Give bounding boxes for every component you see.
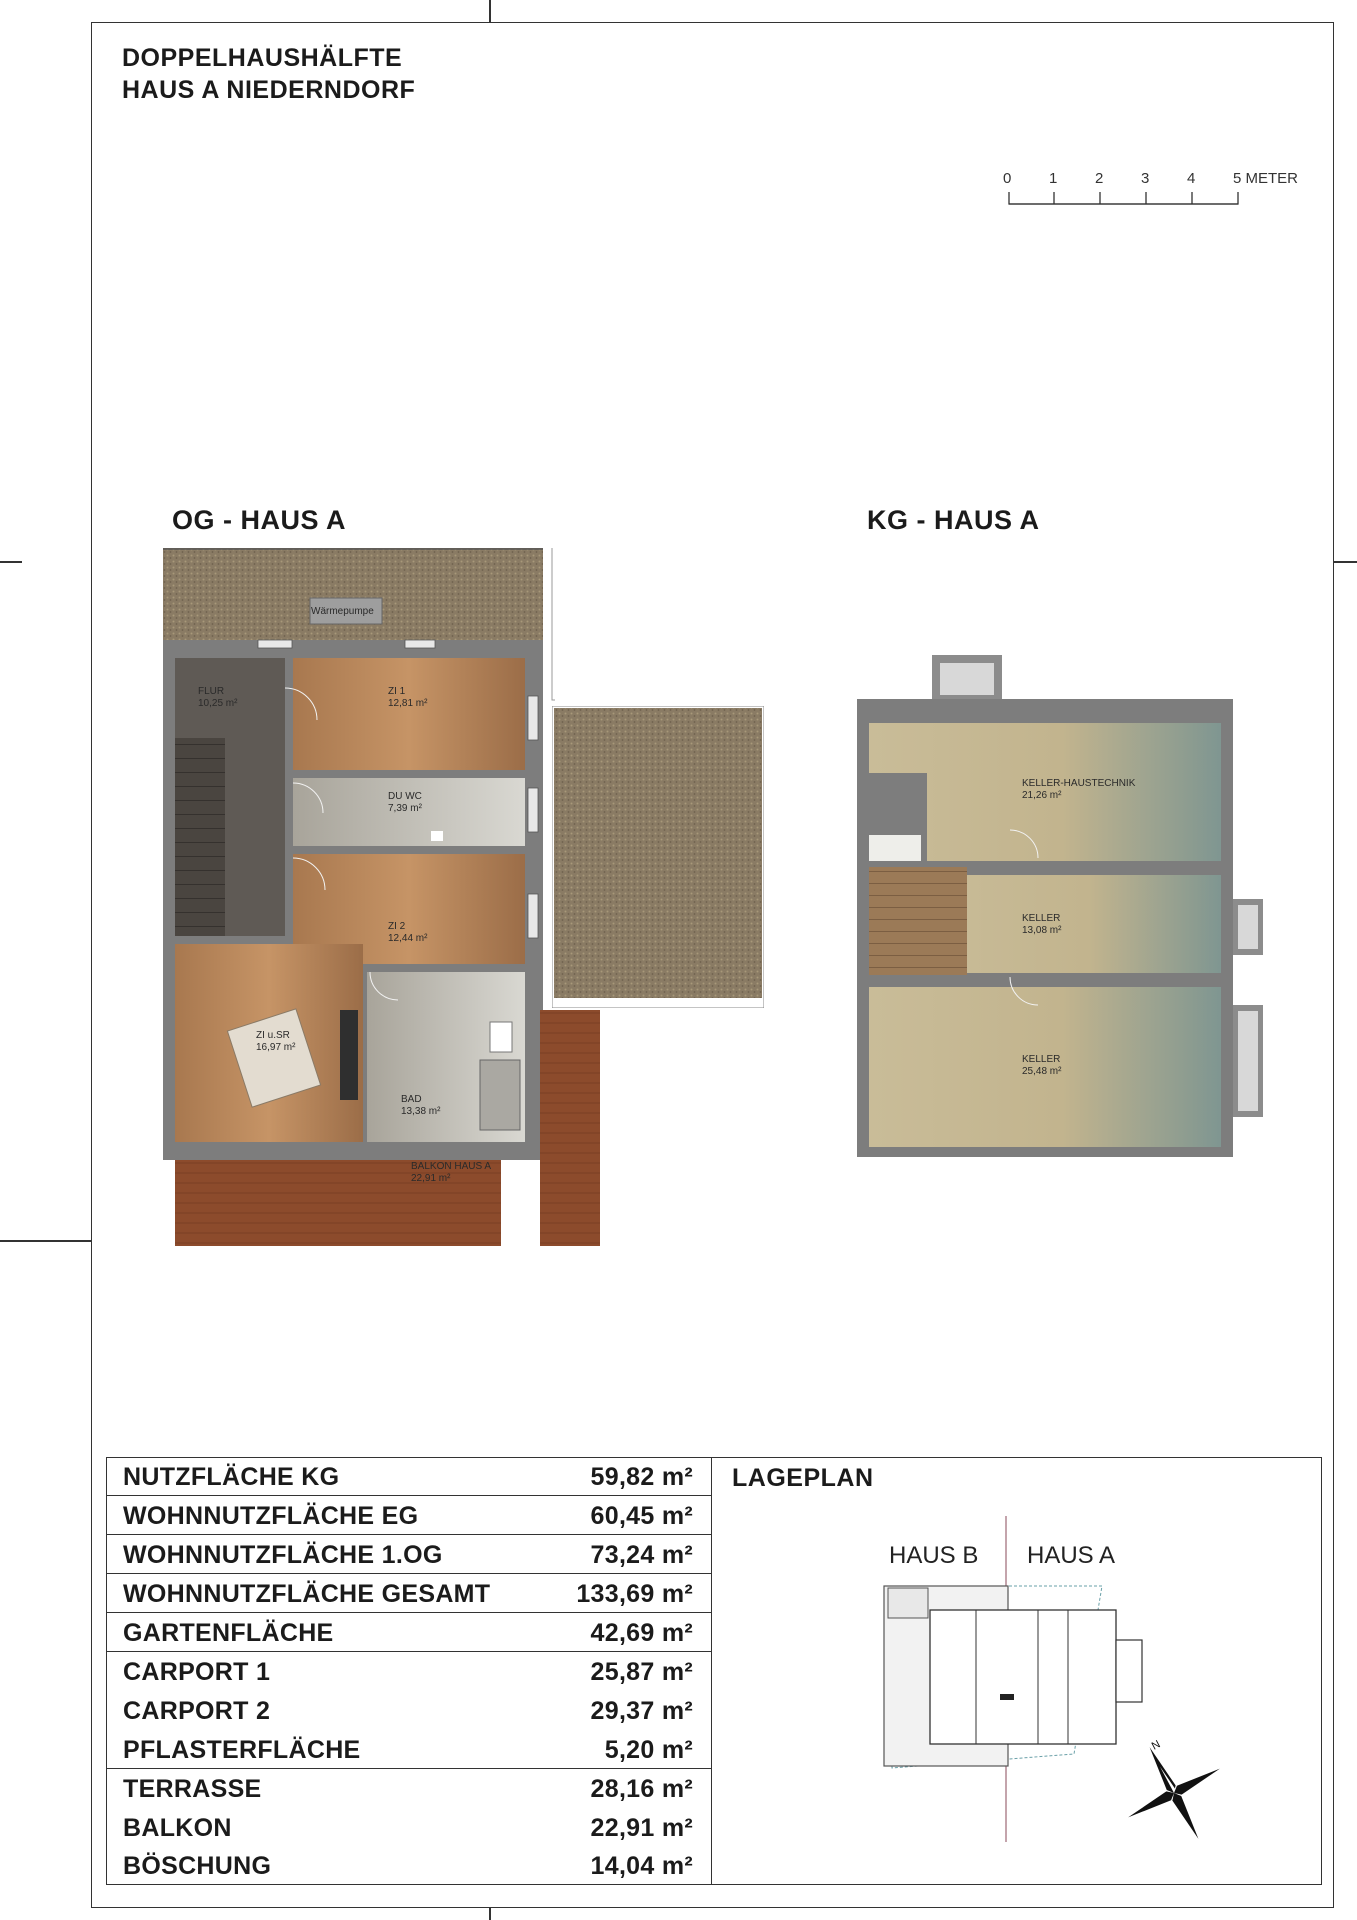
bath-toilet	[490, 1022, 512, 1052]
kg-room-label-haustechnik	[1022, 778, 1135, 802]
room-area: 25,48 m²	[1022, 1066, 1062, 1077]
og-room-label-zi1	[388, 686, 427, 710]
table-row	[107, 1847, 711, 1885]
frame-tick-left	[0, 561, 22, 563]
area-label: TERRASSE	[123, 1775, 262, 1803]
area-value: 5,20 m²	[604, 1736, 693, 1764]
area-label: NUTZFLÄCHE KG	[123, 1463, 340, 1491]
staircase	[175, 738, 225, 936]
room-name: ZI 1	[388, 686, 406, 697]
area-value: 133,69 m²	[576, 1580, 693, 1608]
room-name: ZI u.SR	[256, 1030, 290, 1041]
table-row	[107, 1653, 711, 1691]
site-plan-haus-a-label: HAUS A	[1027, 1542, 1116, 1569]
room-name: KELLER	[1022, 913, 1061, 924]
kg-plan-title: KG - HAUS A	[867, 505, 1040, 535]
kg-staircase	[869, 867, 967, 975]
room-area: 10,25 m²	[198, 698, 238, 709]
scale-label-2: 2	[1095, 170, 1104, 187]
roof-gravel-strip	[163, 548, 543, 640]
og-floor-plan	[160, 548, 610, 1248]
area-value: 28,16 m²	[590, 1775, 693, 1803]
og-room-label-du-wc	[388, 791, 422, 815]
area-value: 60,45 m²	[590, 1502, 693, 1530]
table-row	[107, 1692, 711, 1730]
room-name: ZI 2	[388, 921, 406, 932]
scale-label-5: 5 METER	[1233, 170, 1299, 187]
og-room-label-flur	[198, 686, 237, 710]
area-label: BÖSCHUNG	[123, 1852, 272, 1880]
table-row	[107, 1497, 711, 1535]
heat-pump-label: Wärmepumpe	[311, 606, 374, 617]
table-row	[107, 1731, 711, 1769]
room-area: 13,08 m²	[1022, 925, 1062, 936]
balcony-side	[540, 1010, 600, 1246]
scale-label-4: 4	[1187, 170, 1196, 187]
room-name: KELLER	[1022, 1054, 1061, 1065]
scale-label-1: 1	[1049, 170, 1058, 187]
table-row	[107, 1536, 711, 1574]
site-plan-haus-b-label: HAUS B	[889, 1542, 979, 1569]
area-label: BALKON	[123, 1814, 232, 1842]
area-label: GARTENFLÄCHE	[123, 1619, 334, 1647]
area-value: 42,69 m²	[590, 1619, 693, 1647]
room-name: FLUR	[198, 686, 225, 697]
area-value: 25,87 m²	[590, 1658, 693, 1686]
kg-room-label-keller-2	[1022, 913, 1061, 937]
room-name: KELLER-HAUSTECHNIK	[1022, 778, 1136, 789]
room-area: 13,38 m²	[401, 1106, 441, 1117]
area-label: WOHNNUTZFLÄCHE GESAMT	[123, 1580, 491, 1608]
og-plan-title: OG - HAUS A	[172, 505, 346, 535]
room-zi1	[293, 658, 525, 770]
frame-tick-left-2	[0, 1240, 91, 1242]
og-room-label-balkon	[411, 1161, 491, 1185]
room-name: BAD	[401, 1094, 422, 1105]
north-label: N	[1149, 1738, 1163, 1753]
room-area: 12,44 m²	[388, 933, 428, 944]
wardrobe	[340, 1010, 358, 1100]
area-label: PFLASTERFLÄCHE	[123, 1736, 361, 1764]
frame-tick-top	[489, 0, 491, 22]
room-keller-2	[927, 875, 1221, 973]
area-value: 29,37 m²	[590, 1697, 693, 1725]
area-table	[106, 1457, 712, 1885]
kg-floor-plan	[856, 655, 1276, 1165]
area-label: WOHNNUTZFLÄCHE EG	[123, 1502, 419, 1530]
room-area: 21,26 m²	[1022, 790, 1062, 801]
toilet	[431, 831, 443, 841]
scale-label-3: 3	[1141, 170, 1150, 187]
kg-room-label-keller-3	[1022, 1054, 1061, 1078]
north-arrow-icon	[1104, 1723, 1245, 1864]
room-area: 22,91 m²	[411, 1173, 451, 1184]
area-value: 22,91 m²	[590, 1814, 693, 1842]
frame-tick-bottom	[489, 1908, 491, 1920]
title-line-2: HAUS A NIEDERNDORF	[122, 76, 416, 104]
site-plan-title: LAGEPLAN	[732, 1464, 874, 1492]
area-value: 14,04 m²	[590, 1852, 693, 1880]
area-label: CARPORT 2	[123, 1697, 271, 1725]
site-plan-drawing	[712, 1458, 1320, 1884]
area-label: CARPORT 1	[123, 1658, 271, 1686]
table-row	[107, 1614, 711, 1652]
scale-bar	[1000, 170, 1320, 220]
frame-tick-right	[1334, 561, 1357, 563]
area-value: 73,24 m²	[590, 1541, 693, 1569]
area-value: 59,82 m²	[590, 1463, 693, 1491]
site-plan-panel	[712, 1457, 1322, 1885]
scale-label-0: 0	[1003, 170, 1012, 187]
room-name: DU WC	[388, 791, 422, 802]
room-area: 12,81 m²	[388, 698, 428, 709]
shower	[480, 1060, 520, 1130]
og-room-label-bad	[401, 1094, 440, 1118]
room-name: BALKON HAUS A	[411, 1161, 492, 1172]
room-area: 16,97 m²	[256, 1042, 296, 1053]
document-title	[122, 42, 415, 106]
og-room-label-zi-sr	[256, 1030, 295, 1054]
table-row	[107, 1770, 711, 1808]
table-row	[107, 1458, 711, 1496]
scale-bar-graphic	[1008, 190, 1240, 210]
room-area: 7,39 m²	[388, 803, 422, 814]
table-row	[107, 1575, 711, 1613]
og-room-label-zi2	[388, 921, 427, 945]
og-terrace-gravel	[552, 706, 764, 1008]
table-row	[107, 1809, 711, 1847]
title-line-1: DOPPELHAUSHÄLFTE	[122, 44, 403, 72]
area-label: WOHNNUTZFLÄCHE 1.OG	[123, 1541, 443, 1569]
